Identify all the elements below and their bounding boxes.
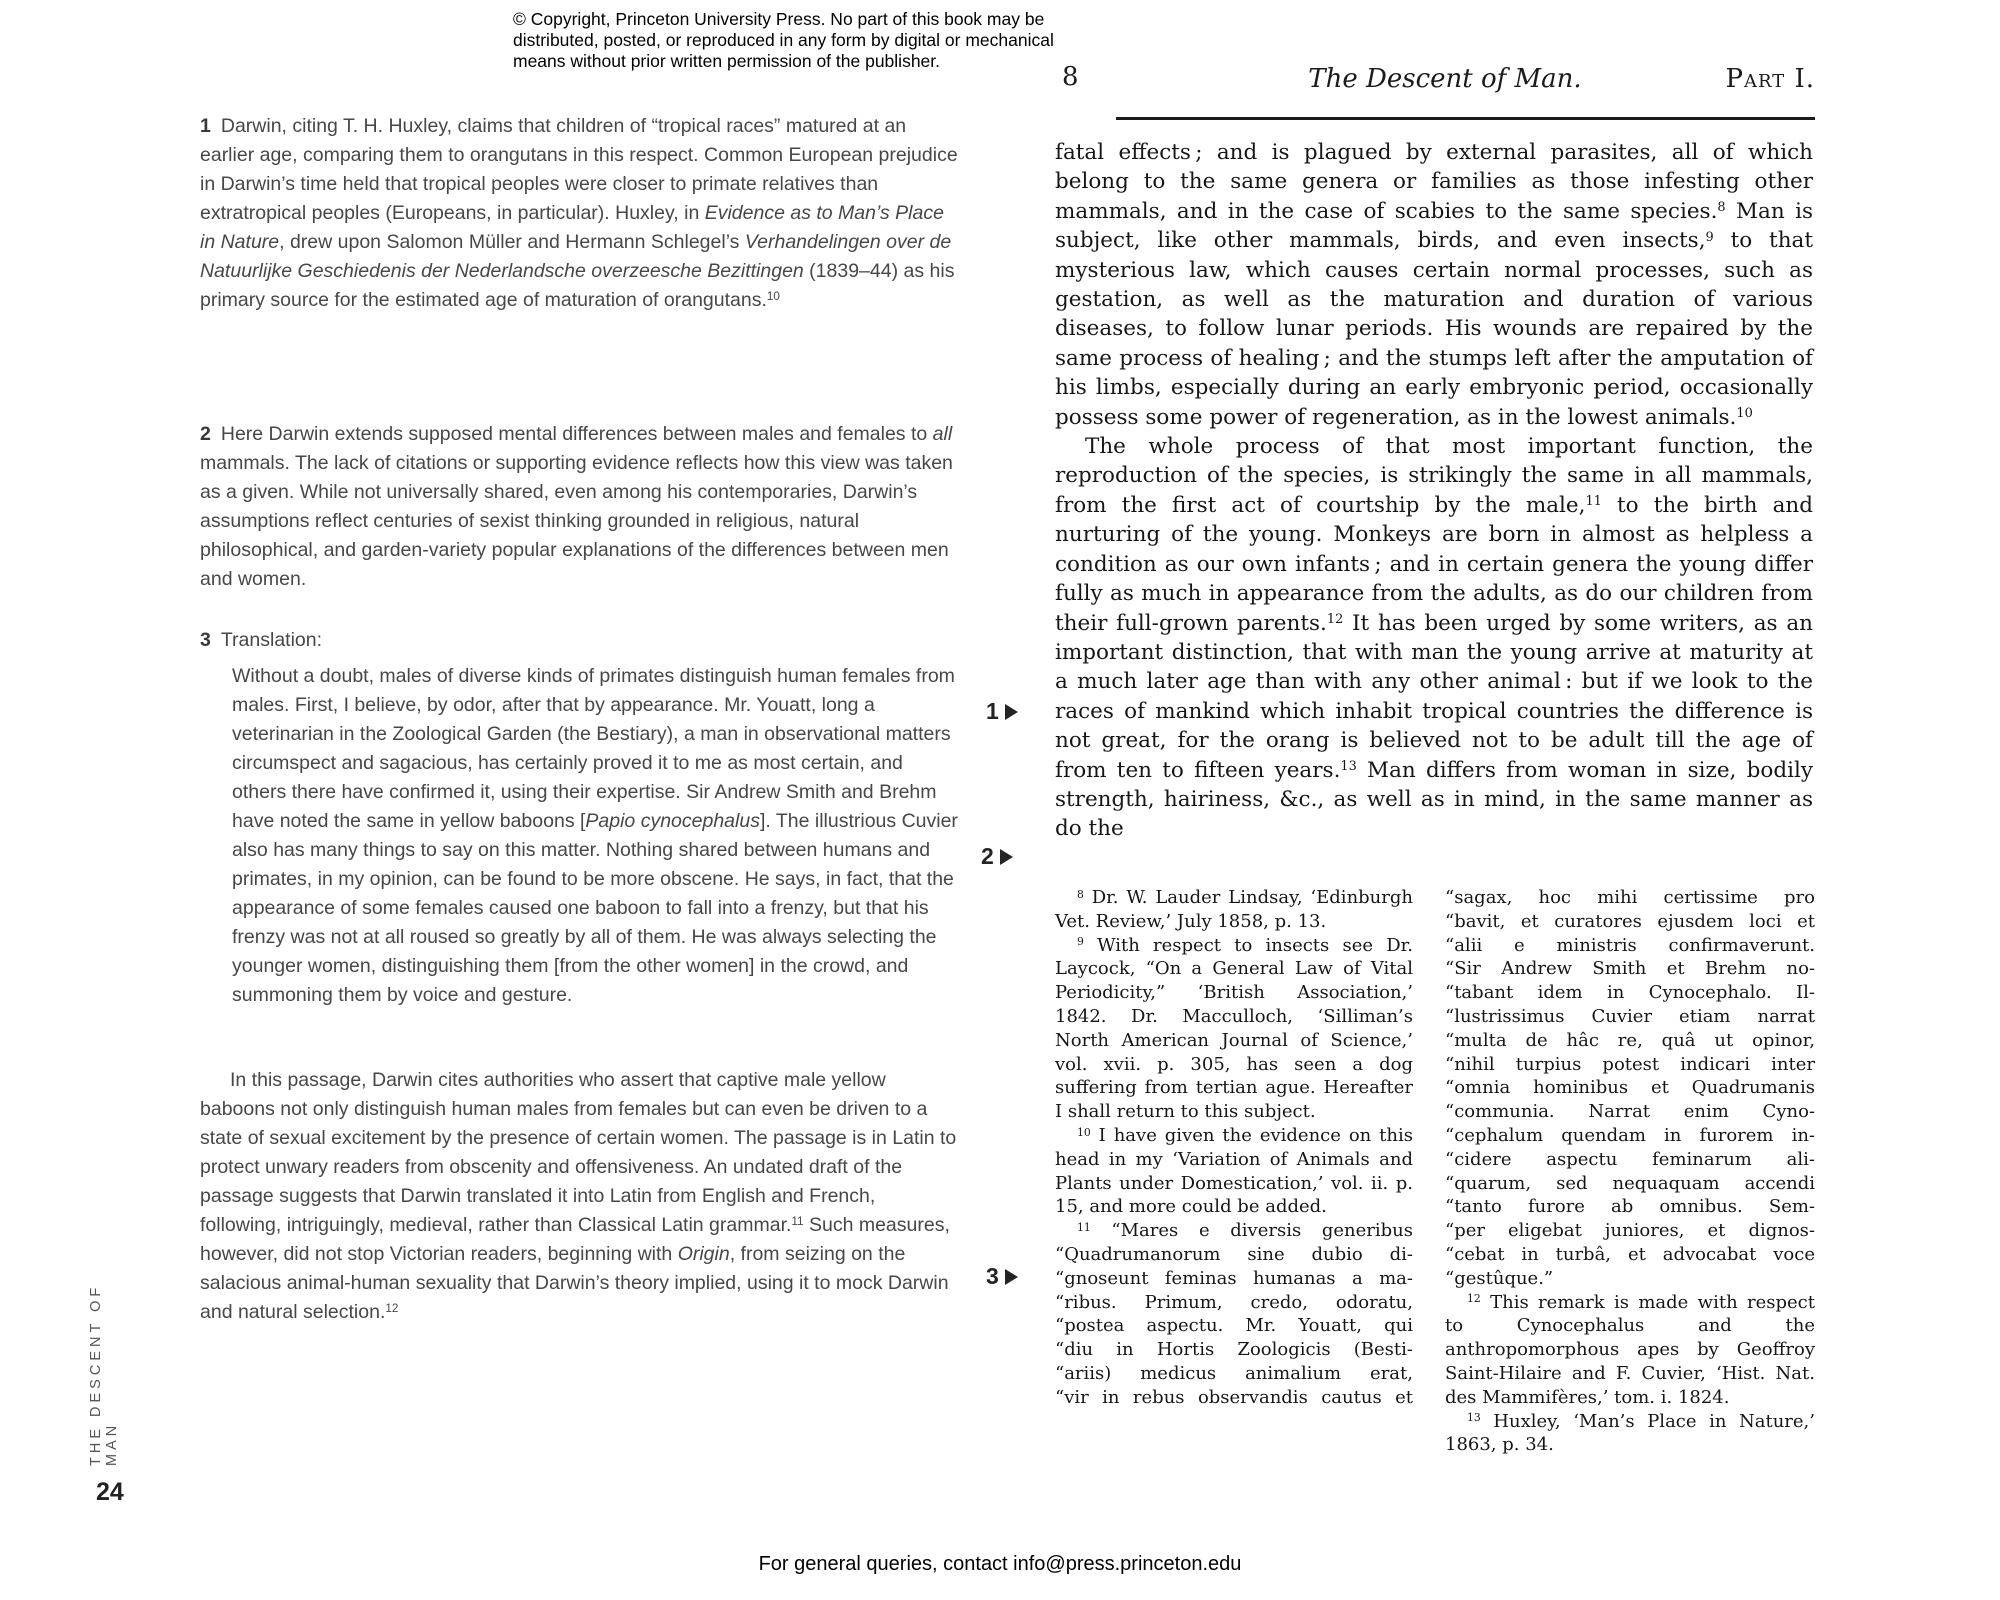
margin-marker-2 — [981, 843, 1013, 870]
margin-marker-1 — [986, 698, 1018, 725]
right-triangle-icon — [1005, 704, 1018, 720]
footnotes-left-column — [1055, 886, 1413, 1410]
footnote-12: $^{12}$ This remark is made with respect to Cynocephalus and the anthropomorphous apes by Geoffroy Saint-Hilaire and F. Cuvier, ‘Hist. Nat. des Mammifères,’ tom. i. 1824. — [1445, 1291, 1815, 1408]
footnote-10: $^{10}$ I have given the evidence on this head in my ‘Variation of Animals and Plants under Domestication,’ vol. ii. p. 15, and more could be added. — [1055, 1124, 1413, 1218]
annotation-translation-block: Without a doubt, males of diverse kinds of primates distinguish human females from males. First, I believe, by odor, after that by appearance. Mr. Youatt, long a veterinarian in the Zoological Garden (the Bestiary), a man in observational matters circumspect and sagacious, has certainly proved it to me as most certain, and others there have confirmed it, using their expertise. Sir Andrew Smith and Brehm have noted the same in yellow baboons [Papio cynocephalus]. The illustrious Cuvier also has many things to say on this matter. Nothing shared between humans and primates, in my opinion, can be found to be more obscene. He says, in fact, that the appearance of some females caused one baboon to fall into a frenzy, but that his frenzy was not at all roused so greatly by all of them. He was always selecting the younger women, distinguishing them [from the other women] in the crowd, and summoning them by voice and gesture. — [232, 665, 958, 1006]
right-triangle-icon — [1000, 849, 1013, 865]
original-page-number: 8 — [1062, 62, 1079, 92]
annotation-note-3: 3 Translation: — [200, 629, 323, 651]
footnote-11-continued-lines: “sagax, hoc mihi certissime pro “bavit, et curatores ejusdem loci et “alii e ministris confirmaverunt. “Sir Andrew Smith et Brehm no- “tabant idem in Cynocephalo. Il- “lustrissimus Cuvier etiam narrat “multa de hâc re, quâ ut opinor, “nihil turpius potest indicari inter “omnia hominibus et Quadrumanis “communia. Narrat enim Cyno- “cephalum quendam in furorem in- “cidere aspectu feminarum ali- “quarum, sed nequaquam accendi “tanto furore ab omnibus. Sem- “per eligebat juniores, et dignos- “cebat in turbâ, et advocabat voce “gestûque.” — [1445, 887, 1815, 1289]
footnote-13: $^{13}$ Huxley, ‘Man’s Place in Nature,’ 1863, p. 34. — [1445, 1410, 1815, 1456]
footnote-11-quoted-lines: “Quadrumanorum sine dubio di- “gnoseunt feminas humanas a ma- “ribus. Primum, credo, odoratu, “postea aspectu. Mr. Youatt, qui “diu in Hortis Zoologicis (Besti- “ariis) medicus animalium erat, “vir in rebus observandis cautus et — [1055, 1243, 1413, 1408]
footnote-11-first-line: $^{11}$ “Mares e diversis generibus — [1077, 1220, 1413, 1242]
margin-marker-3-number: 3 — [986, 1263, 999, 1289]
annotation-note-2: 2 Here Darwin extends supposed mental differences between males and females to all mammals. The lack of citations or supporting evidence reflects how this view was taken as a given. While not universally shared, even among his contemporaries, Darwin’s assumptions reflect centuries of sexist thinking grounded in religious, natural philosophical, and garden-variety popular explanations of the differences between men and women. — [200, 423, 953, 590]
footer-contact: For general queries, contact info@press.princeton.edu — [758, 1553, 1242, 1575]
header-rule — [1116, 117, 1815, 120]
part-label: Part I. — [1725, 64, 1815, 94]
book-page-number: 24 — [96, 1478, 124, 1506]
margin-marker-2-number: 2 — [981, 843, 994, 869]
margin-marker-3 — [986, 1263, 1018, 1290]
copyright-notice: © Copyright, Princeton University Press. No part of this book may be distributed, posted, or reproduced in any form by digital or mechanical means without prior written permission of the publisher. — [513, 9, 1054, 71]
annotation-closing-paragraph: In this passage, Darwin cites authorities who assert that captive male yellow baboons not only distinguish human males from females but can even be driven to a state of sexual excitement by the presence of certain women. The passage is in Latin to protect unwary readers from obscenity and offensiveness. An undated draft of the passage suggests that Darwin translated it into Latin from English and French, following, intriguingly, medieval, rather than Classical Latin grammar.$^{11}$ Such measures, however, did not stop Victorian readers, beginning with Origin, from seizing on the salacious animal-human sexuality that Darwin’s theory implied, using it to mock Darwin and natural selection.$^{12}$ — [200, 1069, 957, 1323]
annotation-note-1: 1 Darwin, citing T. H. Huxley, claims that children of “tropical races” matured at an earlier age, comparing them to orangutans in this respect. Common European prejudice in Darwin’s time held that tropical peoples were closer to primate relatives than extratropical peoples (Europeans, in particular). Huxley, in Evidence as to Man’s Place in Nature, drew upon Salomon Müller and Hermann Schlegel’s Verhandelingen over de Natuurlijke Geschiedenis der Nederlandsche overzeesche Bezittingen (1839–44) as his primary source for the estimated age of maturation of orangutans.$^{10}$ — [200, 115, 958, 311]
footnote-11 — [1055, 1219, 1413, 1409]
footnotes-right-column — [1445, 886, 1815, 1457]
footnote-9: $^9$ With respect to insects see Dr. Laycock, “On a General Law of Vital Periodicity,” ‘British Association,’ 1842. Dr. Macculloch, ‘Silliman’s North American Journal of Science,’ vol. xvii. p. 305, has seen a dog suffering from tertian ague. Hereafter I shall return to this subject. — [1055, 934, 1413, 1123]
right-triangle-icon — [1005, 1269, 1018, 1285]
margin-marker-1-number: 1 — [986, 698, 999, 724]
main-paragraph-continuation: fatal effects ; and is plagued by external parasites, all of which belong to the same genera or families as those infesting other mammals, and in the case of scabies to the same species.$^8$ Man is subject, like other mammals, birds, and even insects,$^9$ to that mysterious law, which causes certain normal processes, such as gestation, as well as the maturation and duration of various diseases, to follow lunar periods. His wounds are repaired by the same process of healing ; and the stumps left after the amputation of his limbs, especially during an early embryonic period, occasionally possess some power of regeneration, as in the lowest animals.$^{10}$ — [1055, 140, 1813, 430]
main-text-column — [1055, 138, 1813, 844]
main-paragraph-reproduction: The whole process of that most important function, the reproduction of the species, is strikingly the same in all mammals, from the first act of courtship by the male,$^{11}$ to the birth and nurturing of the young. Monkeys are born in almost as helpless a condition as our own infants ; and in certain genera the young differ fully as much in appearance from the adults, as do our children from their full-grown parents.$^{12}$ It has been urged by some writers, as an important distinction, that with man the young arrive at maturity at a much later age than with any other animal : but if we look to the races of mankind which inhabit tropical countries the difference is not great, for the orang is believed not to be adult till the age of from ten to fifteen years.$^{13}$ Man differs from woman in size, bodily strength, hairiness, &c., as well as in mind, in the same manner as do the — [1055, 434, 1814, 842]
footnote-8: $^8$ Dr. W. Lauder Lindsay, ‘Edinburgh Vet. Review,’ July 1858, p. 13. — [1055, 887, 1413, 932]
sidebar-vertical-title: THE DESCENT OF MAN — [88, 1283, 120, 1466]
running-title: The Descent of Man. — [1308, 64, 1582, 94]
